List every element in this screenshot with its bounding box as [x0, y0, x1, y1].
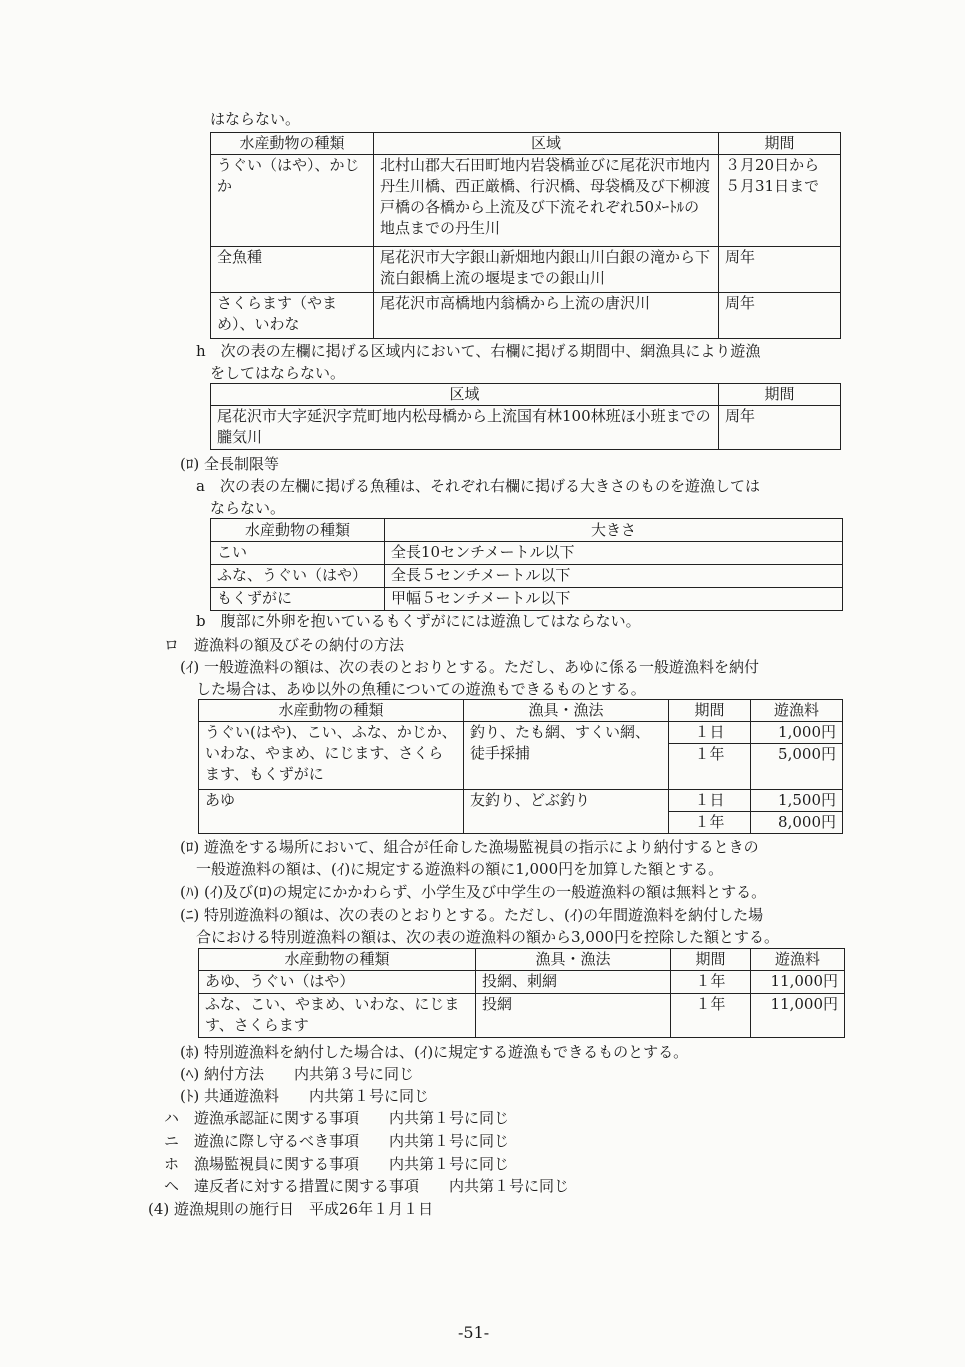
text-line: (ﾆ) 特別遊漁料の額は、次の表のとおりとする。ただし、(ｲ)の年間遊漁料を納付した場 — [180, 906, 764, 924]
cell-species: もくずがに — [211, 588, 385, 611]
header-method: 漁具・漁法 — [476, 949, 671, 971]
text-line: b 腹部に外卵を抱いているもくずがにには遊漁してはならない。 — [196, 612, 641, 630]
cell-period: 周年 — [719, 406, 841, 450]
cell-method: 投網、刺網 — [476, 971, 671, 994]
text-line: した場合は、あゆ以外の魚種についての遊漁もできるものとする。 — [196, 680, 646, 698]
header-period: 期間 — [669, 700, 751, 722]
cell-species: ふな、こい、やまめ、いわな、にじます、さくらます — [199, 994, 476, 1038]
header-area: 区域 — [374, 133, 719, 155]
header-area: 区域 — [211, 384, 719, 406]
net-prohibition-table — [210, 383, 841, 450]
text-line: (ﾛ) 遊漁をする場所において、組合が任命した漁場監視員の指示により納付するときの — [180, 838, 759, 856]
cell-method: 投網 — [476, 994, 671, 1038]
cell-method: 釣り、たも網、すくい網、徒手採捕 — [464, 722, 669, 790]
cell-period: 周年 — [719, 247, 841, 293]
cell-area: 尾花沢市高橋地内翁橋から上流の唐沢川 — [374, 293, 719, 339]
cell-period: １年 — [671, 994, 751, 1038]
cell-species: うぐい(はや)、こい、ふな、かじか、いわな、やまめ、にじます、さくらます、もくずがに — [199, 722, 464, 790]
header-species: 水産動物の種類 — [211, 133, 374, 155]
cell-size: 全長５センチメートル以下 — [385, 565, 843, 588]
text-line: ニ 遊漁に際し守るべき事項 内共第１号に同じ — [164, 1132, 510, 1150]
special-fee-table — [198, 948, 845, 1038]
cell-period: １日 — [669, 790, 751, 812]
text-line: ホ 漁場監視員に関する事項 内共第１号に同じ — [164, 1155, 510, 1173]
cell-species: あゆ、うぐい（はや） — [199, 971, 476, 994]
cell-area: 北村山郡大石田町地内岩袋橋並びに尾花沢市地内丹生川橋、西正厳橋、行沢橋、母袋橋及び下柳渡戸橋の各橋から上流及び下流それぞれ50ﾒｰﾄﾙの地点までの丹生川 — [374, 155, 719, 247]
cell-size: 全長10センチメートル以下 — [385, 542, 843, 565]
cell-species: あゆ — [199, 790, 464, 834]
section-heading: (ﾛ) 全長制限等 — [180, 455, 279, 473]
cell-size: 甲幅５センチメートル以下 — [385, 588, 843, 611]
cell-fee: 11,000円 — [751, 971, 845, 994]
text-line: ヘ 違反者に対する措置に関する事項 内共第１号に同じ — [164, 1177, 570, 1195]
cell-species: 全魚種 — [211, 247, 374, 293]
cell-species: こい — [211, 542, 385, 565]
cell-period: １年 — [671, 971, 751, 994]
header-fee: 遊漁料 — [751, 949, 845, 971]
text-line: はならない。 — [210, 110, 301, 128]
text-line: (ﾊ) (ｲ)及び(ﾛ)の規定にかかわらず、小学生及び中学生の一般遊漁料の額は無料とする。 — [180, 883, 767, 901]
cell-species: ふな、うぐい（はや） — [211, 565, 385, 588]
text-line: ハ 遊漁承認証に関する事項 内共第１号に同じ — [164, 1109, 510, 1127]
text-line: (ﾍ) 納付方法 内共第３号に同じ — [180, 1065, 414, 1083]
text-line: (ﾎ) 特別遊漁料を納付した場合は、(ｲ)に規定する遊漁もできるものとする。 — [180, 1043, 689, 1061]
cell-species: さくらます（やまめ）、いわな — [211, 293, 374, 339]
header-period: 期間 — [719, 133, 841, 155]
cell-fee: 5,000円 — [751, 744, 843, 790]
cell-period: １日 — [669, 722, 751, 744]
text-line: 一般遊漁料の額は、(ｲ)に規定する遊漁料の額に1,000円を加算した額とする。 — [196, 860, 724, 878]
page-number: -51- — [458, 1323, 490, 1342]
cell-period: １年 — [669, 812, 751, 834]
header-species: 水産動物の種類 — [199, 700, 464, 722]
cell-fee: 1,000円 — [751, 722, 843, 744]
cell-fee: 11,000円 — [751, 994, 845, 1038]
general-fee-table — [198, 699, 843, 834]
text-line: a 次の表の左欄に掲げる魚種は、それぞれ右欄に掲げる大きさのものを遊漁しては — [196, 477, 760, 495]
cell-period: 周年 — [719, 293, 841, 339]
text-line: 合における特別遊漁料の額は、次の表の遊漁料の額から3,000円を控除した額とする。 — [196, 928, 779, 946]
header-size: 大きさ — [385, 519, 843, 542]
header-species: 水産動物の種類 — [199, 949, 476, 971]
cell-fee: 8,000円 — [751, 812, 843, 834]
text-line: h 次の表の左欄に掲げる区域内において、右欄に掲げる期間中、網漁具により遊漁 — [196, 342, 761, 360]
cell-period: １年 — [669, 744, 751, 790]
cell-area: 尾花沢市大字延沢字荒町地内松母橋から上流国有林100林班ほ小班までの朧気川 — [211, 406, 719, 450]
text-line: (ﾄ) 共通遊漁料 内共第１号に同じ — [180, 1087, 429, 1105]
cell-species: うぐい（はや）、かじか — [211, 155, 374, 247]
section-heading: ロ 遊漁料の額及びその納付の方法 — [164, 636, 405, 654]
header-fee: 遊漁料 — [751, 700, 843, 722]
text-line: (4) 遊漁規則の施行日 平成26年１月１日 — [148, 1200, 434, 1218]
header-method: 漁具・漁法 — [464, 700, 669, 722]
header-period: 期間 — [719, 384, 841, 406]
header-species: 水産動物の種類 — [211, 519, 385, 542]
cell-method: 友釣り、どぶ釣り — [464, 790, 669, 834]
size-limit-table — [210, 518, 843, 611]
header-period: 期間 — [671, 949, 751, 971]
cell-fee: 1,500円 — [751, 790, 843, 812]
text-line: をしてはならない。 — [210, 364, 346, 382]
text-line: (ｲ) 一般遊漁料の額は、次の表のとおりとする。ただし、あゆに係る一般遊漁料を納付 — [180, 658, 759, 676]
cell-period: ３月20日から５月31日まで — [719, 155, 841, 247]
cell-area: 尾花沢市大字銀山新畑地内銀山川白銀の滝から下流白銀橋上流の堰堤までの銀山川 — [374, 247, 719, 293]
text-line: ならない。 — [210, 499, 286, 517]
closed-season-table — [210, 132, 841, 339]
